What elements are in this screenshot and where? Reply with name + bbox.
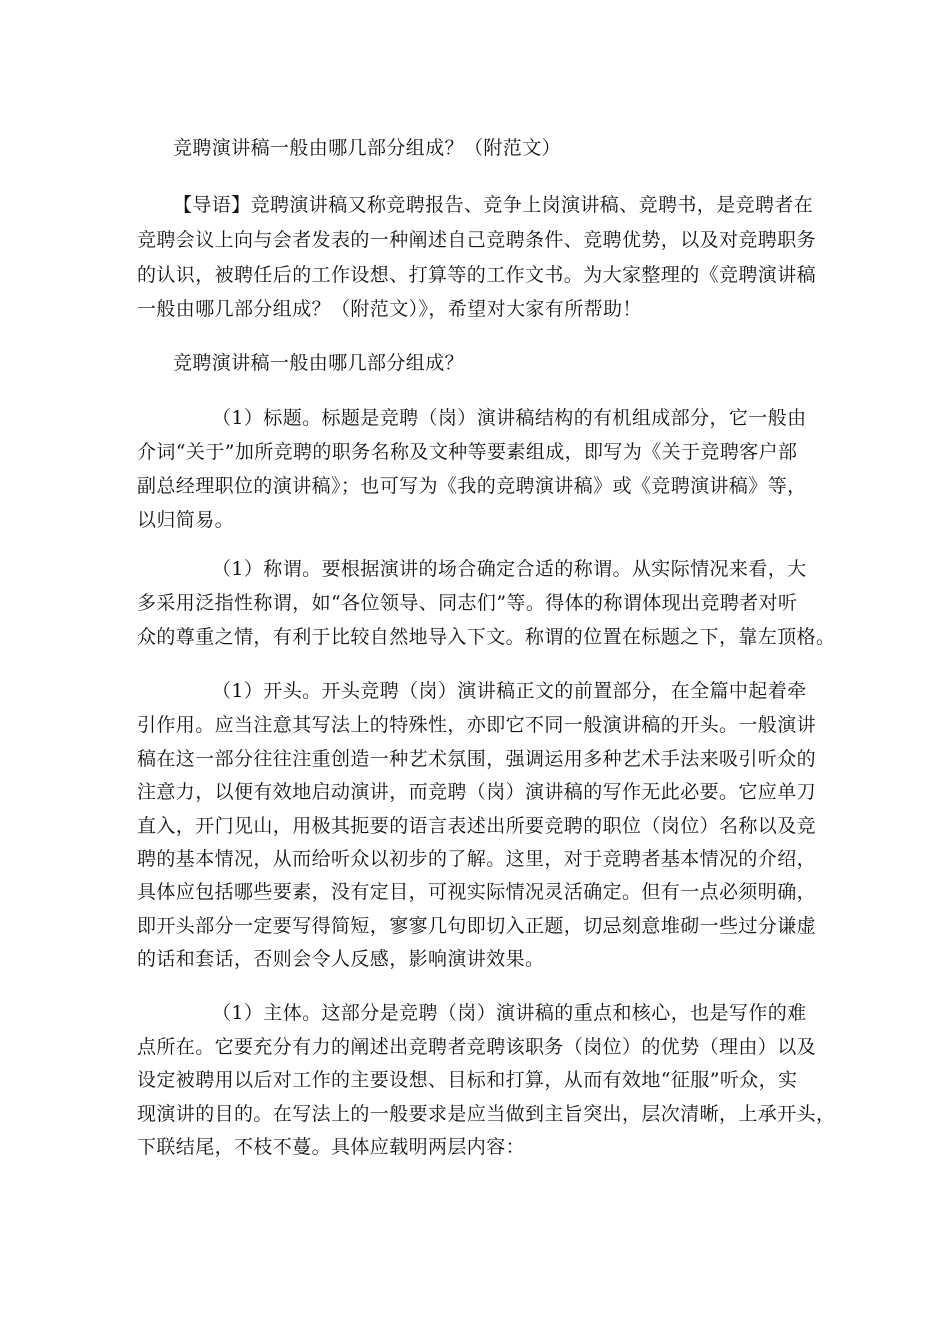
paragraph-line: 设定被聘用以后对工作的主要设想、目标和打算，从而有效地“征服”听众，实 [137, 1069, 798, 1091]
paragraph-line: 副总经理职位的演讲稿》；也可写为《我的竞聘演讲稿》或《竞聘演讲稿》等， [137, 475, 807, 497]
paragraph-line: 以归简易。 [137, 509, 235, 531]
paragraph-line: 众的尊重之情，有利于比较自然地导入下文。称谓的位置在标题之下，靠左顶格。 [137, 626, 836, 648]
intro-line: 的认识，被聘任后的工作设想、打算等的工作文书。为大家整理的《竞聘演讲稿 [137, 264, 817, 286]
paragraph-line: 引作用。应当注意其写法上的特殊性，亦即它不同一般演讲稿的开头。一般演讲 [137, 714, 817, 736]
paragraph-line: 即开头部分一定要写得简短，寥寥几句即切入正题，切忌刻意堆砌一些过分谦虚 [137, 915, 817, 937]
intro-line: 【导语】竞聘演讲稿又称竞聘报告、竞争上岗演讲稿、竞聘书，是竞聘者在 [173, 194, 814, 216]
paragraph-line: （1）标题。标题是竞聘（岗）演讲稿结构的有机组成部分，它一般由 [212, 407, 807, 429]
paragraph-line: 的话和套话，否则会令人反感，影响演讲效果。 [137, 948, 545, 970]
paragraph-line: 具体应包括哪些要素，没有定目，可视实际情况灵活确定。但有一点必须明确， [137, 881, 817, 903]
paragraph-line: （1）称谓。要根据演讲的场合确定合适的称谓。从实际情况来看，大 [212, 558, 807, 580]
intro-line: 竞聘会议上向与会者发表的一种阐述自己竞聘条件、竞聘优势，以及对竞聘职务 [137, 229, 817, 251]
paragraph-line: 直入，开门见山，用极其扼要的语言表述出所要竞聘的职位（岗位）名称以及竞 [137, 815, 817, 837]
paragraph-line: （1）开头。开头竞聘（岗）演讲稿正文的前置部分，在全篇中起着牵 [212, 680, 807, 702]
paragraph-line: 点所在。它要充分有力的阐述出竞聘者竞聘该职务（岗位）的优势（理由）以及 [137, 1036, 817, 1058]
document-title: 竞聘演讲稿一般由哪几部分组成？（附范文） [173, 137, 562, 159]
paragraph-line: 多采用泛指性称谓，如“各位领导、同志们”等。得体的称谓体现出竞聘者对听 [137, 592, 798, 614]
paragraph-line: （1）主体。这部分是竞聘（岗）演讲稿的重点和核心，也是写作的难 [212, 1002, 807, 1024]
paragraph-line: 稿在这一部分往往注重创造一种艺术氛围，强调运用多种艺术手法来吸引听众的 [137, 748, 817, 770]
section-subheading: 竞聘演讲稿一般由哪几部分组成？ [173, 352, 465, 374]
intro-line: 一般由哪几部分组成？（附范文）》，希望对大家有所帮助！ [137, 298, 642, 320]
paragraph-line: 聘的基本情况，从而给听众以初步的了解。这里，对于竞聘者基本情况的介绍， [137, 848, 817, 870]
paragraph-line: 现演讲的目的。在写法上的一般要求是应当做到主旨突出，层次清晰，上承开头， [137, 1103, 836, 1125]
paragraph-line: 注意力，以便有效地启动演讲，而竞聘（岗）演讲稿的写作无此必要。它应单刀 [137, 781, 817, 803]
paragraph-line: 介词“关于”加所竞聘的职务名称及文种等要素组成，即写为《关于竞聘客户部 [137, 441, 798, 463]
paragraph-line: 下联结尾，不枝不蔓。具体应载明两层内容： [137, 1136, 526, 1158]
